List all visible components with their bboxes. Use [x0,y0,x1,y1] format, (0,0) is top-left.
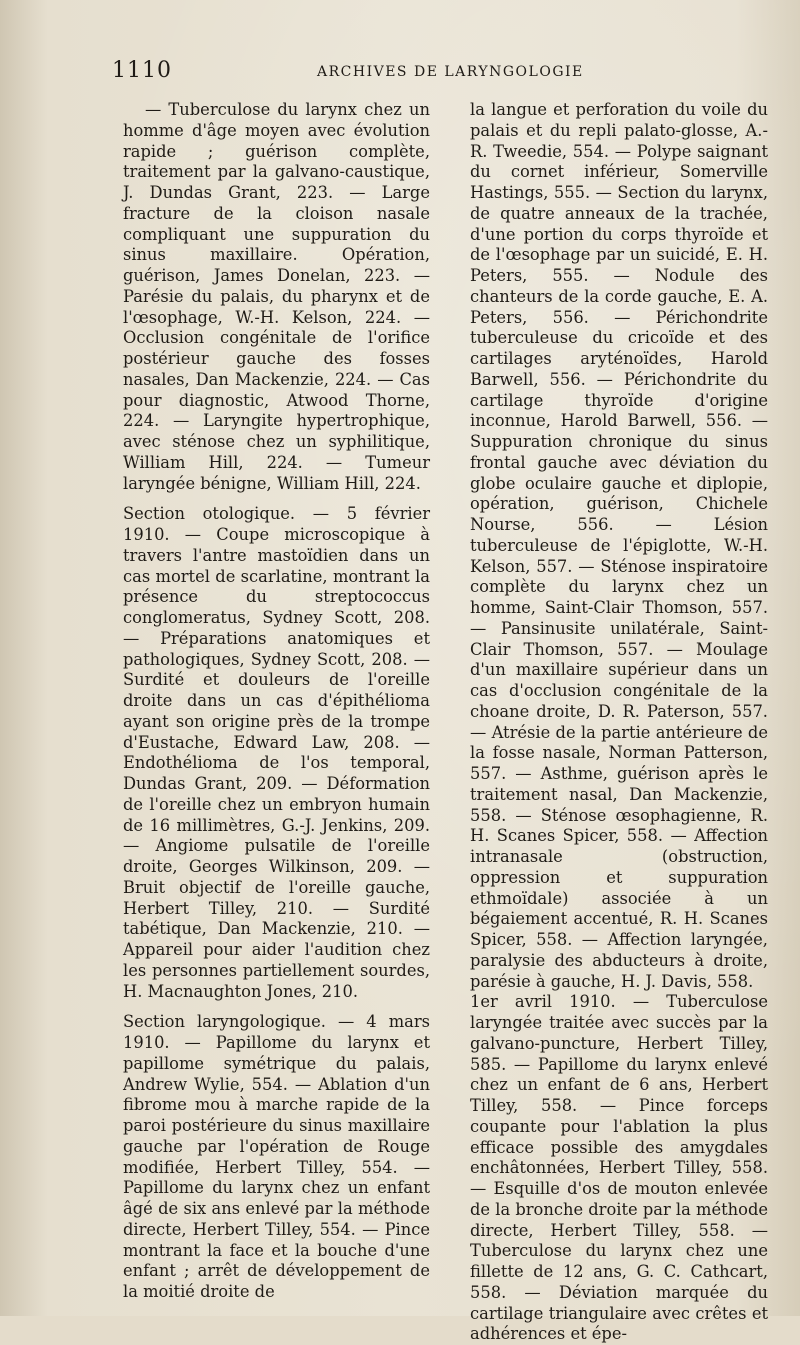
paragraph-left-2: Section otologique. — 5 février 1910. — Coupe microscopique à travers l'antre mastoïdien dans un cas mortel de scarlatine, montrant la présence du streptococcus conglomeratus, Sydney Scott, 208. — Préparations anatomiques et pathologiques, Sydney Scott, 208. — Surdité et douleurs de l'oreille droite dans un cas d'épithélioma ayant son origine près de la trompe d'Eustache, Edward Law, 208. — Endothélioma de l'os temporal, Dundas Grant, 209. — Déformation de l'oreille chez un embryon humain de 16 millimètres, G.-J. Jenkins, 209. — Angiome pulsatile de l'oreille droite, Georges Wilkinson, 209. — Bruit objectif de l'oreille gauche, Herbert Tilley, 210. — Surdité tabétique, Dan Mackenzie, 210. — Appareil pour aider l'audition chez les personnes partiellement sourdes, H. Macnaughton Jones, 210. [123,504,430,1001]
paragraph-left-3: Section laryngologique. — 4 mars 1910. — Papillome du larynx et papillome symétrique du palais, Andrew Wylie, 554. — Ablation d'un fibrome mou à marche rapide de la paroi postérieure du sinus maxillaire gauche par l'opération de Rouge modifiée, Herbert Tilley, 554. — Papillome du larynx chez un enfant âgé de six ans enlevé par la méthode directe, Herbert Tilley, 554. — Pince montrant la face et la bouche d'une enfant ; arrêt de développement de la moitié droite de [123,1012,430,1301]
running-title: ARCHIVES DE LARYNGOLOGIE [317,64,584,80]
right-column [470,100,768,1345]
page-number: 1110 [112,58,172,83]
paragraph-left-1: — Tuberculose du larynx chez un homme d'âge moyen avec évolution rapide ; guérison complète, traitement par la galvano-caustique, J. Dundas Grant, 223. — Large fracture de la cloison nasale compliquant une suppuration du sinus maxillaire. Opération, guérison, James Donelan, 223. — Parésie du palais, du pharynx et de l'œsophage, W.-H. Kelson, 224. — Occlusion congénitale de l'orifice postérieur gauche des fosses nasales, Dan Mackenzie, 224. — Cas pour diagnostic, Atwood Thorne, 224. — Laryngite hypertrophique, avec sténose chez un syphilitique, William Hill, 224. — Tumeur laryngée bénigne, William Hill, 224. [123,100,430,493]
page-header [112,58,720,88]
paragraph-right-2: 1er avril 1910. — Tuberculose laryngée traitée avec succès par la galvano-puncture, Herbert Tilley, 585. — Papillome du larynx enlevé chez un enfant de 6 ans, Herbert Tilley, 558. — Pince forceps coupante pour l'ablation la plus efficace possible des amygdales enchâtonnées, Herbert Tilley, 558. — Esquille d'os de mouton enlevée de la bronche droite par la méthode directe, Herbert Tilley, 558. — Tuberculose du larynx chez une fillette de 12 ans, G. C. Cathcart, 558. — Déviation marquée du cartilage triangulaire avec crêtes et adhérences et épe- [470,992,768,1344]
left-column [123,100,430,1303]
paragraph-right-1: la langue et perforation du voile du palais et du repli palato-glosse, A.-R. Tweedie, 554. — Polype saignant du cornet inférieur, Somerville Hastings, 555. — Section du larynx, de quatre anneaux de la trachée, d'une portion du corps thyroïde et de l'œsophage par un suicidé, E. H. Peters, 555. — Nodule des chanteurs de la corde gauche, E. A. Peters, 556. — Périchondrite tuberculeuse du cricoïde et des cartilages aryténoïdes, Harold Barwell, 556. — Périchondrite du cartilage thyroïde d'origine inconnue, Harold Barwell, 556. — Suppuration chronique du sinus frontal gauche avec déviation du globe oculaire gauche et diplopie, opération, guérison, Chichele Nourse, 556. — Lésion tuberculeuse de l'épiglotte, W.-H. Kelson, 557. — Sténose inspiratoire complète du larynx chez un homme, Saint-Clair Thomson, 557. — Pansinusite unilatérale, Saint-Clair Thomson, 557. — Moulage d'un maxillaire supérieur dans un cas d'occlusion congénitale de la choane droite, D. R. Paterson, 557. — Atrésie de la partie antérieure de la fosse nasale, Norman Patterson, 557. — Asthme, guérison après le traitement nasal, Dan Mackenzie, 558. — Sténose œsophagienne, R. H. Scanes Spicer, 558. — Affection intranasale (obstruction, oppression et suppuration ethmoïdale) associée à un bégaiement accentué, R. H. Scanes Spicer, 558. — Affection laryngée, paralysie des abducteurs à droite, parésie à gauche, H. J. Davis, 558. [470,100,768,991]
